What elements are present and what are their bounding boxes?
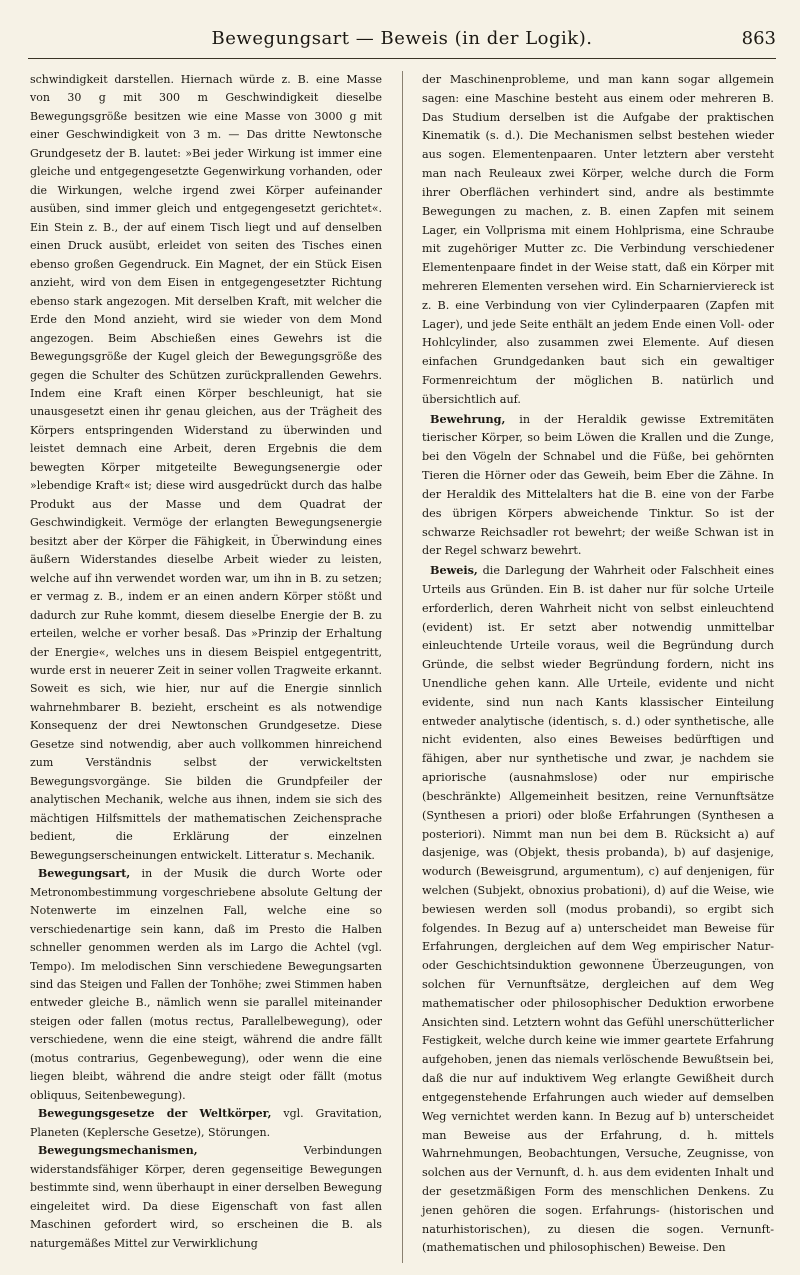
entry-bewehrung xyxy=(422,410,774,562)
entry-bewegungsgesetze xyxy=(30,1105,382,1142)
entry-text: in der Musik die durch Worte oder Metronombestimmung vorgeschriebene absolute Geltung der Notenwerte im einzelnen Fall, welche eine so verschiedenartige sein kann, daß im Presto die Halben schneller genommen werden als im Largo die Achtel (vgl. Tempo). Im melodischen Sinn verschiedene Bewegungsarten sind das Steigen und Fallen der Tonhöhe; zwei Stimmen haben entweder gleiche B., nämlich wenn sie parallel miteinander steigen oder fallen (motus rectus, Parallelbewegung), oder verschiedene, wenn die eine steigt, während die andre fällt (motus contrarius, Gegenbewegung), oder wenn die eine liegen bleibt, während die andre steigt oder fällt (motus obliquus, Seitenbewegung). xyxy=(30,867,382,1102)
continued-paragraph: schwindigkeit darstellen. Hiernach würde z. B. eine Masse von 30 g mit 300 m Geschwindigkeit dieselbe Bewegungsgröße besitzen wie eine Masse von 3000 g mit einer Geschwindigkeit von 3 m. — Das dritte Newtonsche Grundgesetz der B. lautet: »Bei jeder Wirkung ist immer eine gleiche und entgegengesetzte Gegenwirkung vorhanden, oder die Wirkungen, welche irgend zwei Körper aufeinander ausüben, sind immer gleich und entgegengesetzt gerichtet«. Ein Stein z. B., der auf einem Tisch liegt und auf denselben einen Druck ausübt, erleidet von seiten des Tisches einen ebenso großen Gegendruck. Ein Magnet, der ein Stück Eisen anzieht, wird von dem Eisen in entgegengesetzter Richtung ebenso stark angezogen. Mit derselben Kraft, mit welcher die Erde den Mond anzieht, wird sie wieder von dem Mond angezogen. Beim Abschießen eines Gewehrs ist die Bewegungsgröße der Kugel gleich der Bewegungsgröße des gegen die Schulter des Schützen zurückprallenden Gewehrs. Indem eine Kraft einen Körper beschleunigt, hat sie unausgesetzt einen ihr genau gleichen, aus der Trägheit des Körpers entspringenden Widerstand zu überwinden und leistet demnach eine Arbeit, deren Ergebnis die dem bewegten Körper mitgeteilte Bewegungsenergie oder »lebendige Kraft« ist; diese wird ausgedrückt durch das halbe Produkt aus der Masse und dem Quadrat der Geschwindigkeit. Vermöge der erlangten Bewegungsenergie besitzt aber der Körper die Fähigkeit, in Überwindung eines äußern Widerstandes dieselbe Arbeit wieder zu leisten, welche auf ihn verwendet worden war, um ihn in B. zu setzen; er vermag z. B., indem er an einen andern Körper stößt und dadurch zur Ruhe kommt, diesem dieselbe Energie der B. zu erteilen, welche er vorher besaß. Das »Prinzip der Erhaltung der Energie«, welches uns in diesem Beispiel entgegentritt, wurde erst in neuerer Zeit in seiner vollen Tragweite erkannt. Soweit es sich, wie hier, nur auf die Energie sinnlich wahrnehmbarer B. bezieht, erscheint es als notwendige Konsequenz der drei Newtonschen Grundgesetze. Diese Gesetze sind notwendig, aber auch vollkommen hinreichend zum Verständnis selbst der verwickeltsten Bewegungsvorgänge. Sie bilden die Grundpfeiler der analytischen Mechanik, welche aus ihnen, indem sie sich des mächtigen Hilfsmittels der mathematischen Zeichensprache bedient, die Erklärung der einzelnen Bewegungserscheinungen entwickelt. Litteratur s. Mechanik. xyxy=(30,73,382,862)
entry-lemma: Bewegungsart, xyxy=(38,867,131,881)
entry-bewegungsmechanismen xyxy=(30,1142,382,1253)
entry-text: die Darlegung der Wahrheit oder Falschheit eines Urteils aus Gründen. Ein B. ist daher nur für solche Urteile erforderlich, deren Wahrheit nicht von selbst einleuchtend (evident) ist. Er setzt aber notwendig unmittelbar einleuchtende Urteile voraus, weil die Begründung durch Gründe, die selbst wieder Begründung fordern, nicht ins Unendliche gehen kann. Alle Urteile, evidente und nicht evidente, sind nun nach Kants klassischer Einteilung entweder analytische (identisch, s. d.) oder synthetische, alle nicht evidenten, also eines Beweises bedürftigen und fähigen, aber nur synthetische und zwar, je nachdem sie apriorische (ausnahmslose) oder nur empirische (beschränkte) Allgemeinheit besitzen, reine Vernunftsätze (Synthesen a priori) oder bloße Erfahrungen (Synthesen a posteriori). Nimmt man nun bei dem B. Rücksicht a) auf dasjenige, was (Objekt, thesis probanda), b) auf dasjenige, wodurch (Beweisgrund, argumentum), c) auf denjenigen, für welchen (Subjekt, obnoxius probationi), d) auf die Weise, wie bewiesen werden soll (modus probandi), so ergibt sich folgendes. In Bezug auf a) unterscheidet man Beweise für Erfahrungen, dergleichen auf dem Weg empirischer Natur- oder Geschichtsinduktion gewonnene Überzeugungen, von solchen für Vernunftsätze, dergleichen auf dem Weg mathematischer oder philosophischer Deduktion erworbene Ansichten sind. Letztern wohnt das Gefühl unerschütterlicher Festigkeit, welche durch keine wie immer geartete Erfahrung aufgehoben, jenen das niemals verlöschende Bewußtsein bei, daß die nur auf induktivem Weg erlangte Gewißheit durch entgegenstehende Erfahrungen auch wieder auf demselben Weg vernichtet werden kann. In Bezug auf b) unterscheidet man Beweise aus der Erfahrung, d. h. mittels Wahrnehmungen, Beobachtungen, Versuche, Zeugnisse, von solchen aus der Vernunft, d. h. aus dem evidenten Inhalt und der gesetzmäßigen Form des menschlichen Denkens. Zu jenen gehören die sogen. Erfahrungs- (historischen und naturhistorischen), zu diesen die sogen. Vernunft- (mathematischen und philosophischen) Beweise. Den xyxy=(422,564,774,1255)
continued-paragraph: der Maschinenprobleme, und man kann sogar allgemein sagen: eine Maschine besteht aus einem oder mehreren B. Das Studium derselben ist die Aufgabe der praktischen Kinematik (s. d.). Die Mechanismen selbst bestehen wieder aus sogen. Elementenpaaren. Unter letztern aber versteht man nach Reuleaux zwei Körper, welche durch die Form ihrer Oberflächen verhindert sind, andre als bestimmte Bewegungen zu machen, z. B. einen Zapfen mit seinem Lager, ein Vollprisma mit einem Hohlprisma, eine Schraube mit zugehöriger Mutter zc. Die Verbindung verschiedener Elementenpaare findet in der Weise statt, daß ein Körper mit mehreren Elementen versehen wird. Ein Scharnierviereck ist z. B. eine Verbindung von vier Cylinderpaaren (Zapfen mit Lager), und jede Seite enthält an jedem Ende einen Voll- oder Hohlcylinder, also zusammen zwei Elemente. Auf diesen einfachen Grundgedanken baut sich ein gewaltiger Formenreichtum der möglichen B. natürlich und übersichtlich auf. xyxy=(422,73,774,406)
entry-lemma: Beweis, xyxy=(430,563,478,578)
column-divider xyxy=(402,71,403,1263)
entry-lemma: Bewegungsgesetze der Weltkörper, xyxy=(38,1107,272,1121)
right-column xyxy=(422,71,774,1258)
page-header xyxy=(28,28,776,59)
entry-text: in der Heraldik gewisse Extremitäten tierischer Körper, so beim Löwen die Krallen und die Zunge, bei den Vögeln der Schnabel und die Füße, bei gehörnten Tieren die Hörner oder das Geweih, beim Eber die Zähne. In der Heraldik des Mittelalters hat die B. eine von der Farbe des übrigen Körpers abweichende Tinktur. So ist der schwarze Reichsadler rot bewehrt; der weiße Schwan ist in der Regel schwarz bewehrt. xyxy=(422,412,774,558)
entry-lemma: Bewegungsmechanismen, xyxy=(38,1144,198,1158)
entry-text: Verbindungen widerstandsfähiger Körper, deren gegenseitige Bewegungen bestimmte sind, wenn überhaupt in einer derselben Bewegung eingeleitet wird. Da diese Eigenschaft von fast allen Maschinen gefordert wird, so erscheinen die B. als naturgemäßes Mittel zur Verwirklichung xyxy=(30,1144,382,1250)
entry-text: vgl. Gravitation, Planeten (Keplersche Gesetze), Störungen. xyxy=(30,1107,382,1139)
running-head: Bewegungsart — Beweis (in der Logik). xyxy=(211,28,593,49)
left-column xyxy=(30,71,382,1253)
page-number: 863 xyxy=(741,28,776,49)
entry-lemma: Bewehrung, xyxy=(430,411,506,426)
entry-bewegungsart xyxy=(30,865,382,1105)
entry-beweis xyxy=(422,561,774,1258)
